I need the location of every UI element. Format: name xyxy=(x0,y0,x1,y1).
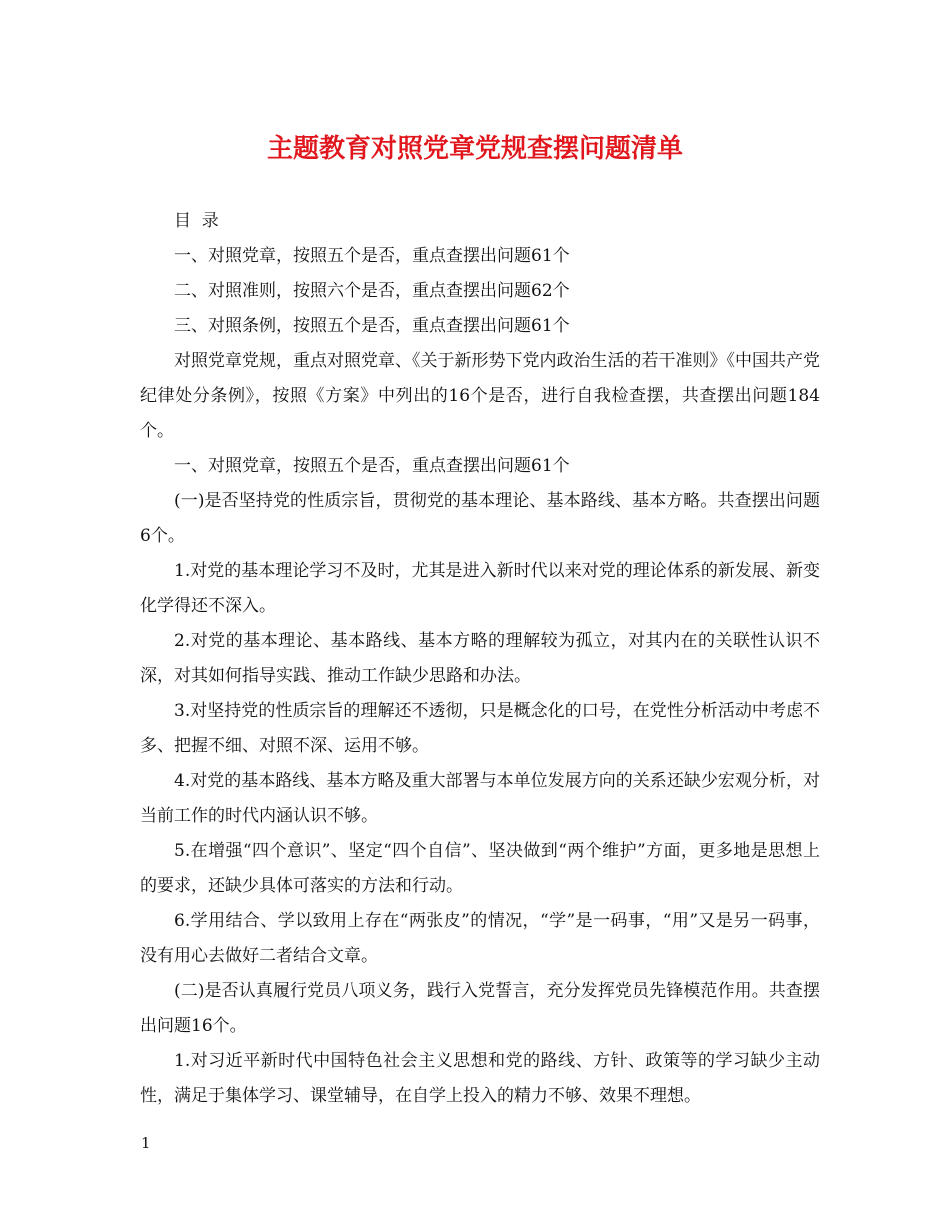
document-body xyxy=(140,204,820,1114)
toc-item: 三、对照条例，按照五个是否，重点查摆出问题61个 xyxy=(174,316,570,336)
toc-heading: 目 录 xyxy=(174,211,219,231)
section-heading: 一、对照党章，按照五个是否，重点查摆出问题61个 xyxy=(174,456,570,476)
subsection-heading: (一)是否坚持党的性质宗旨，贯彻党的基本理论、基本路线、基本方略。共查摆出问题6个。 xyxy=(140,491,820,546)
page-number: 1 xyxy=(141,1134,151,1152)
intro-paragraph: 对照党章党规，重点对照党章、《关于新形势下党内政治生活的若干准则》《中国共产党纪律处分条例》，按照《方案》中列出的16个是否，进行自我检查摆，共查摆出问题184个。 xyxy=(140,351,820,441)
list-item: 4.对党的基本路线、基本方略及重大部署与本单位发展方向的关系还缺少宏观分析，对当前工作的时代内涵认识不够。 xyxy=(140,771,820,826)
document-title: 主题教育对照党章党规查摆问题清单 xyxy=(266,134,683,164)
subsection-heading: (二)是否认真履行党员八项义务，践行入党誓言，充分发挥党员先锋模范作用。共查摆出问题16个。 xyxy=(140,981,820,1036)
list-item: 3.对坚持党的性质宗旨的理解还不透彻，只是概念化的口号，在党性分析活动中考虑不多、把握不细、对照不深、运用不够。 xyxy=(140,701,820,756)
list-item: 5.在增强“四个意识”、坚定“四个自信”、坚决做到“两个维护”方面，更多地是思想上的要求，还缺少具体可落实的方法和行动。 xyxy=(140,841,820,896)
list-item: 6.学用结合、学以致用上存在“两张皮”的情况，“学”是一码事，“用”又是另一码事，没有用心去做好二者结合文章。 xyxy=(140,911,820,966)
list-item: 1.对党的基本理论学习不及时，尤其是进入新时代以来对党的理论体系的新发展、新变化学得还不深入。 xyxy=(140,561,820,616)
toc-item: 二、对照准则，按照六个是否，重点查摆出问题62个 xyxy=(174,281,570,301)
toc-item: 一、对照党章，按照五个是否，重点查摆出问题61个 xyxy=(174,246,570,266)
list-item: 2.对党的基本理论、基本路线、基本方略的理解较为孤立，对其内在的关联性认识不深，对其如何指导实践、推动工作缺少思路和办法。 xyxy=(140,631,820,686)
list-item: 1.对习近平新时代中国特色社会主义思想和党的路线、方针、政策等的学习缺少主动性，满足于集体学习、课堂辅导，在自学上投入的精力不够、效果不理想。 xyxy=(140,1051,820,1106)
